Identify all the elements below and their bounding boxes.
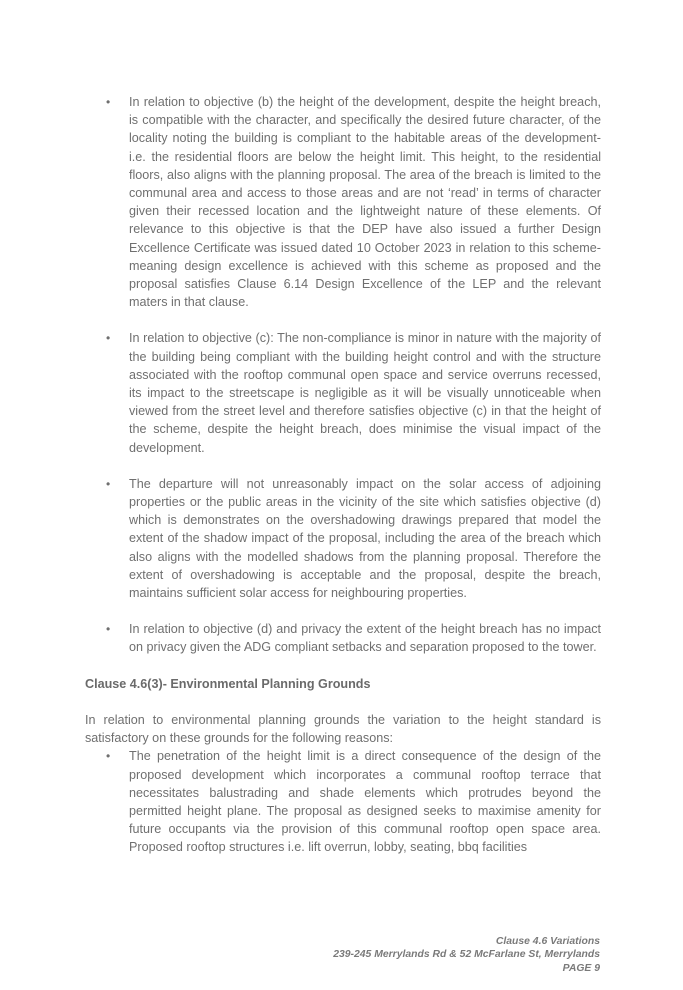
bullet-text: In relation to objective (d) and privacy the extent of the height breach has no impact on privacy given the ADG compliant setbacks and separation proposed to the tower. — [129, 622, 601, 655]
grounds-bullet-list — [85, 747, 601, 856]
bullet-icon: • — [106, 622, 111, 637]
bullet-icon: • — [106, 95, 111, 109]
bullet-item-height-penetration — [85, 747, 601, 856]
bullet-text: The penetration of the height limit is a direct consequence of the design of the proposed development which incorporates a communal rooftop terrace that necessitates balustrading and shade elements which protrudes beyond the permitted height plane. The proposal as designed seeks to maximise amenity for future occupants via the provision of this communal rooftop open space area. Proposed rooftop structures i.e. lift overrun, lobby, seating, bbq facilities — [129, 749, 601, 855]
bullet-icon: • — [106, 476, 111, 491]
bullet-text: The departure will not unreasonably impact on the solar access of adjoining properties or the public areas in the vicinity of the site which satisfies objective (d) which is demonstrates on the overshadowing drawings prepared that model the extent of the shadow impact of the proposal, including the area of the breach which also aligns with the modelled shadows from the planning proposal. Therefore the extent of overshadowing is acceptable and the proposal, despite the breach, maintains sufficient solar access for neighbouring properties. — [129, 476, 601, 601]
bullet-item-objective-b — [85, 93, 601, 311]
section-heading: Clause 4.6(3)- Environmental Planning Grounds — [85, 676, 371, 691]
bullet-icon: • — [106, 331, 111, 346]
footer-page-number: PAGE 9 — [562, 962, 600, 974]
bullet-item-privacy — [85, 620, 601, 656]
page-footer — [333, 935, 600, 975]
bullet-item-objective-c — [85, 329, 601, 456]
bullet-text: In relation to objective (b) the height of the development, despite the height breach, is compatible with the character, and specifically the desired future character, of the locality noting the building is compliant to the habitable areas of the development- i.e. the residential floors are below the height limit. This height, to the residential floors, also aligns with the planning proposal. The area of the breach is limited to the communal area and access to those areas and are not ‘read’ in terms of character given their recessed location and the lightweight nature of these elements. Of relevance to this objective is that the DEP have also issued a further Design Excellence Certificate was issued dated 10 October 2023 in relation to this scheme- meaning design excellence is achieved with this scheme as proposed and the proposal satisfies Clause 6.14 Design Excellence of the LEP and the relevant maters in that clause. — [129, 95, 601, 310]
bullet-text: In relation to objective (c): The non-compliance is minor in nature with the majority of the building being compliant with the building height control and with the structure associated with the rooftop communal open space and service overruns recessed, its impact to the streetscape is negligible as it will be visually unnoticeable when viewed from the street level and therefore satisfies objective (c) in that the height of the scheme, despite the height breach, does minimise the visual impact of the development. — [129, 331, 601, 455]
page-content — [85, 93, 601, 857]
objectives-bullet-list — [85, 93, 601, 657]
footer-document-title: Clause 4.6 Variations — [495, 936, 600, 947]
bullet-icon: • — [106, 749, 111, 764]
section-intro-paragraph: In relation to environmental planning grounds the variation to the height standard is satisfactory on these grounds for the following reasons: — [85, 712, 601, 746]
footer-site-address: 239-245 Merrylands Rd & 52 McFarlane St, Merrylands — [333, 949, 600, 961]
bullet-item-solar-access — [85, 475, 601, 602]
